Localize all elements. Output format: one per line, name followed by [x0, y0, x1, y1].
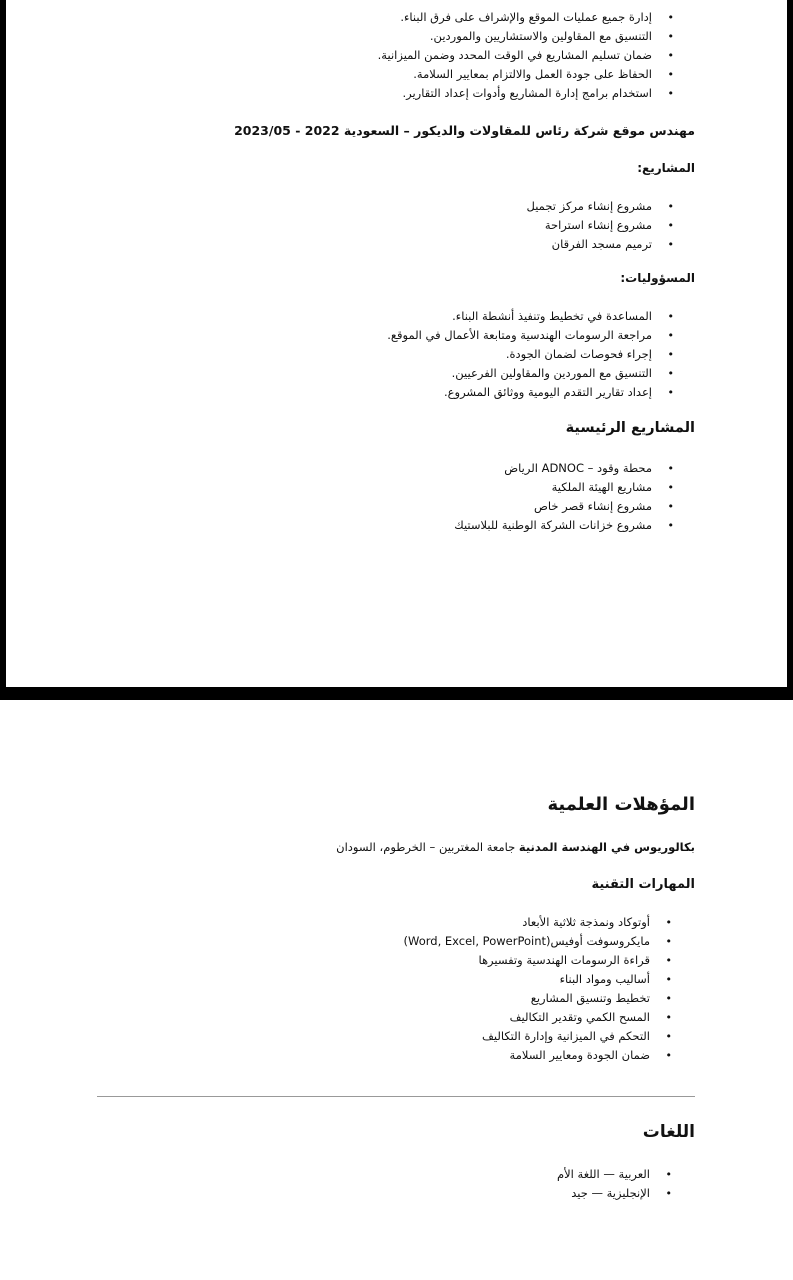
list-item: • المسح الكمي وتقدير التكاليف [90, 1008, 650, 1027]
document-page-1 [6, 0, 787, 687]
skills-list [90, 913, 650, 1065]
list-item: • ضمان الجودة ومعايير السلامة [90, 1046, 650, 1065]
projects-list [92, 197, 652, 254]
job-title: مهندس موقع شركة رئاس للمقاولات والديكور – السعودية 2022 - 2023/05 [234, 123, 695, 138]
list-item: • ترميم مسجد الفرقان [92, 235, 652, 254]
list-item: • المساعدة في تخطيط وتنفيذ أنشطة البناء. [92, 307, 652, 326]
responsibilities-list [92, 307, 652, 402]
major-projects-list [92, 459, 652, 535]
languages-list [90, 1165, 650, 1203]
list-item: • مايكروسوفت أوفيس(Word, Excel, PowerPoint) [90, 932, 650, 951]
list-item: • مشروع إنشاء استراحة [92, 216, 652, 235]
list-item: • مشروع خزانات الشركة الوطنية للبلاستيك [92, 516, 652, 535]
list-item: • مشاريع الهيئة الملكية [92, 478, 652, 497]
languages-heading: اللغات [642, 1122, 695, 1142]
list-item: • مراجعة الرسومات الهندسية ومتابعة الأعمال في الموقع. [92, 326, 652, 345]
list-item: • الإنجليزية — جيد [90, 1184, 650, 1203]
list-item: • التنسيق مع الموردين والمقاولين الفرعيين. [92, 364, 652, 383]
document-page-2 [0, 700, 793, 1280]
list-item: • مشروع إنشاء قصر خاص [92, 497, 652, 516]
list-item: • ضمان تسليم المشاريع في الوقت المحدد وضمن الميزانية. [92, 46, 652, 65]
list-item: • مشروع إنشاء مركز تجميل [92, 197, 652, 216]
degree-line [95, 840, 695, 854]
list-item: • العربية — اللغة الأم [90, 1165, 650, 1184]
top-responsibilities-list [92, 8, 652, 103]
list-item: • التحكم في الميزانية وإدارة التكاليف [90, 1027, 650, 1046]
list-item: • تخطيط وتنسيق المشاريع [90, 989, 650, 1008]
list-item: • قراءة الرسومات الهندسية وتفسيرها [90, 951, 650, 970]
degree-title: بكالوريوس في الهندسة المدنية [518, 840, 695, 854]
list-item: • إدارة جميع عمليات الموقع والإشراف على فرق البناء. [92, 8, 652, 27]
list-item: • الحفاظ على جودة العمل والالتزام بمعايير السلامة. [92, 65, 652, 84]
list-item: • أوتوكاد ونمذجة ثلاثية الأبعاد [90, 913, 650, 932]
degree-institution: جامعة المغتربين – الخرطوم، السودان [336, 840, 519, 854]
list-item: • إعداد تقارير التقدم اليومية ووثائق المشروع. [92, 383, 652, 402]
responsibilities-heading: المسؤوليات: [620, 271, 695, 285]
list-item: • أساليب ومواد البناء [90, 970, 650, 989]
list-item: • استخدام برامج إدارة المشاريع وأدوات إعداد التقارير. [92, 84, 652, 103]
skills-heading: المهارات التقنية [591, 877, 695, 892]
list-item: • التنسيق مع المقاولين والاستشاريين والموردين. [92, 27, 652, 46]
list-item: • إجراء فحوصات لضمان الجودة. [92, 345, 652, 364]
projects-heading: المشاريع: [637, 161, 695, 175]
qualifications-heading: المؤهلات العلمية [547, 794, 695, 815]
section-divider [97, 1096, 695, 1097]
list-item: • محطة وقود – ADNOC الرياض [92, 459, 652, 478]
major-projects-heading: المشاريع الرئيسية [565, 420, 695, 436]
